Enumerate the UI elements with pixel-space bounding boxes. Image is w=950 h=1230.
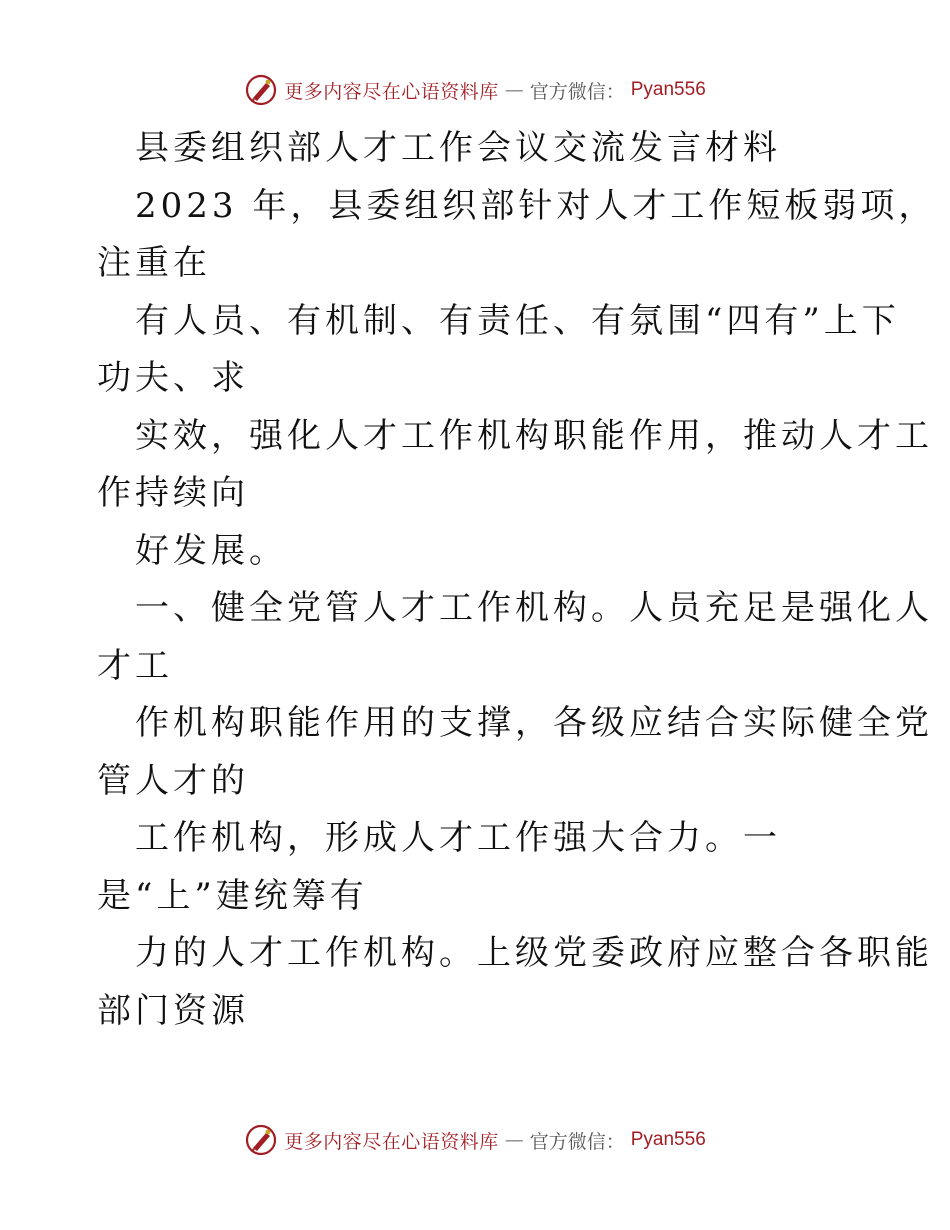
document-line: 管人才的 xyxy=(97,760,249,801)
header-wechat-label: 官方微信： xyxy=(529,80,625,103)
document-line: 作机构职能作用的支撑，各级应结合实际健全党 xyxy=(135,703,933,743)
footer-banner xyxy=(244,1123,706,1157)
document-line: 注重在 xyxy=(97,243,211,283)
footer-banner-text: 更多内容尽在心语资料库 xyxy=(284,1130,499,1153)
footer-watermark xyxy=(0,1120,950,1160)
header-banner-text: 更多内容尽在心语资料库 xyxy=(284,80,499,103)
document-line: 好发展。 xyxy=(135,530,287,571)
footer-banner-dash: — xyxy=(504,1129,524,1151)
document-line: 作持续向 xyxy=(97,473,249,513)
footer-wechat-id: Pyan556 xyxy=(630,1129,706,1150)
document-line: 力的人才工作机构。上级党委政府应整合各职能 xyxy=(135,933,933,973)
document-line: 实效，强化人才工作机构职能作用，推动人才工 xyxy=(135,415,933,456)
document-body xyxy=(97,120,937,1040)
pen-logo-icon xyxy=(244,1123,278,1157)
document-line: 工作机构，形成人才工作强大合力。一 xyxy=(135,818,781,858)
document-line: 2023 年，县委组织部针对人才工作短板弱项， xyxy=(135,185,937,226)
header-banner xyxy=(244,73,706,107)
document-line: 才工 xyxy=(97,645,173,686)
footer-wechat-label: 官方微信： xyxy=(529,1130,625,1153)
pen-logo-icon xyxy=(244,73,278,107)
header-watermark xyxy=(0,70,950,110)
document-line: 功夫、求 xyxy=(97,358,249,398)
document-line: 一、健全党管人才工作机构。人员充足是强化人 xyxy=(135,588,933,628)
document-line: 部门资源 xyxy=(97,990,249,1031)
document-line: 有人员、有机制、有责任、有氛围“四有”上下 xyxy=(135,300,900,341)
header-wechat-id: Pyan556 xyxy=(630,79,706,100)
document-line: 是“上”建统筹有 xyxy=(97,875,368,916)
header-banner-dash: — xyxy=(504,79,524,101)
document-line: 县委组织部人才工作会议交流发言材料 xyxy=(135,128,781,168)
